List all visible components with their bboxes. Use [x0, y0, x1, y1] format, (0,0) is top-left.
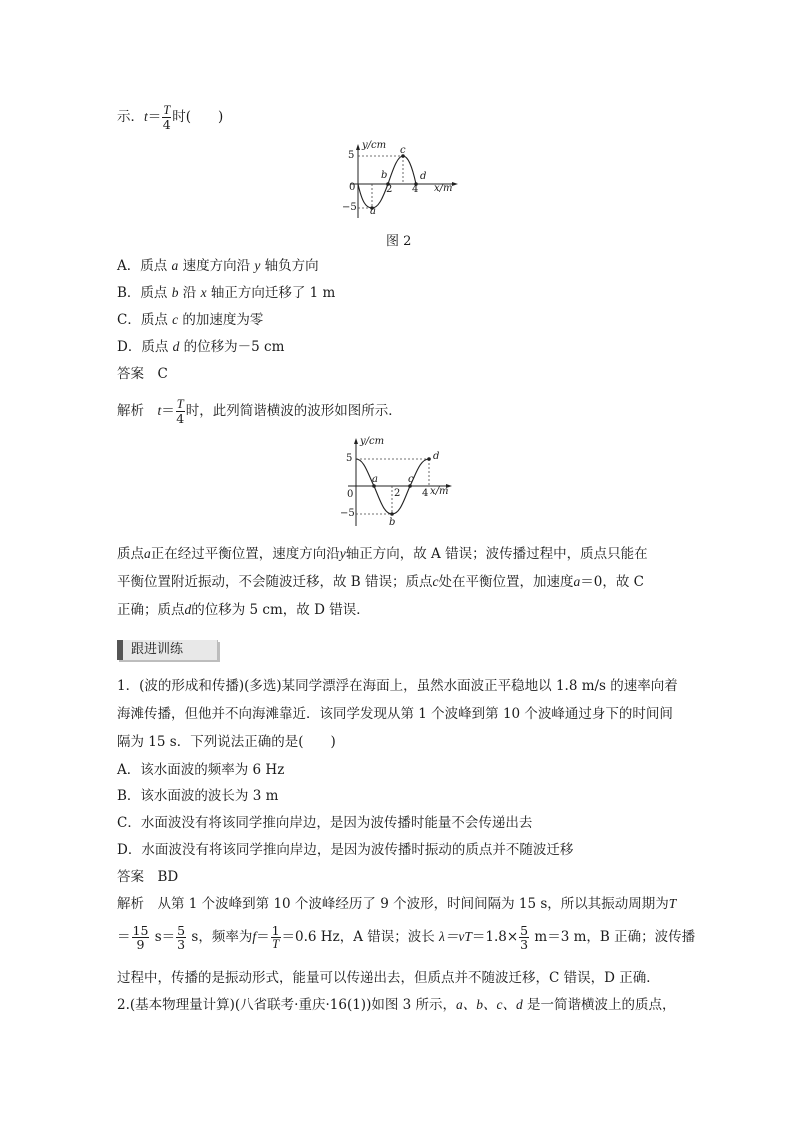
frac-5b: 5 [520, 923, 529, 938]
an2-s3: ＝0.6 Hz，A 错误；波长 [281, 929, 440, 945]
analysis-1-text: 时，此列简谐横波的波形如图所示． [185, 403, 402, 419]
q2-line-1 [117, 996, 676, 1014]
fraction-5-over-3-a [176, 924, 186, 951]
option-d-var: d [172, 339, 180, 354]
analysis-frac-den: 4 [176, 411, 185, 426]
fraction-1-over-T [271, 924, 281, 951]
option-c-prefix: C．质点 [117, 312, 173, 328]
option-b-var: b [171, 285, 179, 300]
q1-option-b: B．该水面波的波长为 3 m [117, 788, 279, 804]
analysis-t-var: t [157, 403, 162, 418]
q1-option-c: C．水面波没有将该同学推向岸边，是因为波传播时能量不会传递出去 [117, 815, 533, 831]
fig2-point-b: b [381, 170, 388, 181]
an2-s5: m＝3 m，B 正确；波传播 [530, 929, 696, 945]
frac-9: 9 [136, 937, 145, 952]
analysis-frac-num: T [176, 397, 184, 411]
analysis-1-intro [117, 398, 402, 425]
fig2-point-a: a [370, 206, 376, 217]
ab-l1-var2: y [339, 546, 346, 561]
ab-l1-a: 质点 [117, 546, 144, 562]
option-a-var: a [171, 258, 179, 273]
fig2-x-tick-4: 4 [412, 184, 419, 195]
fa-x-axis-label: x/m [430, 486, 449, 497]
option-b-text: 沿 [178, 285, 201, 301]
option-a-text: 速度方向沿 [178, 258, 255, 274]
fa-x-tick-4: 4 [422, 488, 429, 499]
analysis-1-body-line-3 [117, 601, 370, 619]
analysis-2-line-3: 过程中，传播的是振动形式，能量可以传递出去，但质点并不随波迁移，C 错误，D 正确． [117, 970, 660, 986]
ab-l2-a: 平衡位置附近振动，不会随波迁移，故 B 错误；质点 [117, 574, 433, 590]
frac-T: T [272, 937, 280, 951]
fig2-point-d: d [420, 171, 427, 182]
question-suffix: 时( ) [172, 109, 224, 125]
answer-1: 答案 C [117, 366, 168, 382]
frac-5a: 5 [177, 923, 186, 938]
fa-point-a: a [372, 474, 378, 485]
fa-x-tick-2: 2 [394, 488, 401, 499]
fig2-y-tick-neg5: −5 [342, 202, 357, 213]
fraction-denominator: 4 [162, 117, 171, 132]
option-a [117, 257, 319, 275]
question-prefix: 示． [117, 109, 144, 125]
q2-text-b: 是一简谐横波上的质点， [522, 997, 676, 1013]
an2-s1: s＝ [150, 929, 176, 945]
analysis-label: 解析 [117, 403, 158, 419]
fa-point-c: c [408, 474, 414, 485]
fa-y-tick-5: 5 [346, 453, 353, 464]
fa-point-d: d [433, 451, 440, 462]
ab-l2-var2: a [573, 574, 581, 589]
ab-l3-b: 的位移为 5 cm，故 D 错误． [191, 602, 370, 618]
option-d [117, 338, 284, 356]
option-b-prefix: B．质点 [117, 285, 172, 301]
question-intro-line [117, 104, 223, 131]
option-b-text2: 轴正方向迁移了 1 m [206, 285, 336, 301]
ab-l2-b: 处在平衡位置，加速度 [438, 574, 574, 590]
fig2-x-axis-label: x/m [434, 183, 453, 194]
option-a-text2: 轴负方向 [260, 258, 319, 274]
figure-2-caption: 图 2 [386, 234, 412, 249]
section-heading-follow-up-training [117, 640, 218, 660]
option-c [117, 311, 263, 329]
option-d-text: 的位移为－5 cm [179, 339, 285, 355]
an2-s2: s，频率为 [187, 929, 253, 945]
an2-lambda: λ＝vT [439, 929, 472, 944]
an2-fvar: f [252, 929, 257, 944]
option-b [117, 284, 335, 302]
fig2-x-tick-2: 2 [386, 184, 393, 195]
t-over-4-fraction [162, 104, 171, 131]
time-variable: t [144, 109, 148, 124]
wave-figure-analysis [334, 434, 456, 530]
fig2-y-tick-5: 5 [348, 150, 355, 161]
an2-l1-var: T [668, 896, 677, 911]
fa-point-b: b [389, 517, 396, 528]
an2-eq2: ＝ [256, 929, 270, 945]
fa-origin: 0 [347, 489, 354, 500]
an2-s4: ＝1.8× [471, 929, 519, 945]
ab-l1-var: a [144, 546, 151, 561]
q1-line-1: 1．(波的形成和传播)(多选)某同学漂浮在海面上，虽然水面波正平稳地以 1.8 m/s 的速率向着 [117, 678, 678, 694]
wave-figure-2 [336, 140, 461, 222]
fig2-point-c: c [400, 145, 406, 156]
fraction-15-over-9 [132, 924, 150, 951]
fa-y-tick-neg5: −5 [340, 508, 355, 519]
frac-3a: 3 [177, 937, 186, 952]
fraction-5-over-3-b [519, 924, 529, 951]
analysis-eq: ＝ [161, 403, 175, 419]
q2-text-a: 2.(基本物理量计算)(八省联考·重庆·16(1))如图 3 所示， [117, 997, 457, 1013]
q1-line-3: 隔为 15 s．下列说法正确的是( ) [117, 734, 336, 750]
fa-y-axis-label: y/cm [360, 436, 385, 447]
analysis-2-line-2 [117, 924, 695, 951]
equals-sign: ＝ [147, 109, 162, 125]
option-b-var2: x [200, 285, 207, 300]
frac-15: 15 [132, 923, 149, 938]
fraction-numerator: T [163, 103, 171, 117]
option-d-prefix: D．质点 [117, 339, 173, 355]
ab-l3-var: d [184, 602, 192, 617]
analysis-1-body-line-2 [117, 573, 644, 591]
ab-l1-b: 正在经过平衡位置，速度方向沿 [150, 546, 340, 562]
ab-l2-var: c [432, 574, 439, 589]
section-title-text: 跟进训练 [131, 642, 184, 657]
q1-option-d: D．水面波没有将该同学推向岸边，是因为波传播时振动的质点并不随波迁移 [117, 842, 574, 858]
analysis-1-body-line-1 [117, 545, 648, 563]
frac-1: 1 [271, 923, 280, 938]
q2-vars: a、b、c、d [456, 997, 523, 1012]
q1-option-a: A．该水面波的频率为 6 Hz [117, 762, 285, 778]
option-c-text: 的加速度为零 [178, 312, 264, 328]
analysis-2-line-1 [117, 895, 676, 913]
fig2-y-axis-label: y/cm [362, 140, 387, 151]
option-a-var2: y [254, 258, 261, 273]
analysis-t-over-4 [176, 398, 185, 425]
fig2-origin: 0 [349, 182, 356, 193]
ab-l3-a: 正确；质点 [117, 602, 185, 618]
ab-l1-c: 轴正方向，故 A 错误；波传播过程中，质点只能在 [345, 546, 648, 562]
ab-l2-c: ＝0，故 C [580, 574, 644, 590]
option-a-prefix: A．质点 [117, 258, 172, 274]
frac-3b: 3 [520, 937, 529, 952]
q1-line-2: 海滩传播，但他并不向海滩靠近．该同学发现从第 1 个波峰到第 10 个波峰通过身下的时间间 [117, 706, 673, 722]
an2-eq: ＝ [117, 929, 131, 945]
option-c-var: c [172, 312, 179, 327]
an2-l1-text: 解析 从第 1 个波峰到第 10 个波峰经历了 9 个波形，时间间隔为 15 s，所以其振动周期为 [117, 896, 669, 912]
answer-2: 答案 BD [117, 869, 179, 885]
